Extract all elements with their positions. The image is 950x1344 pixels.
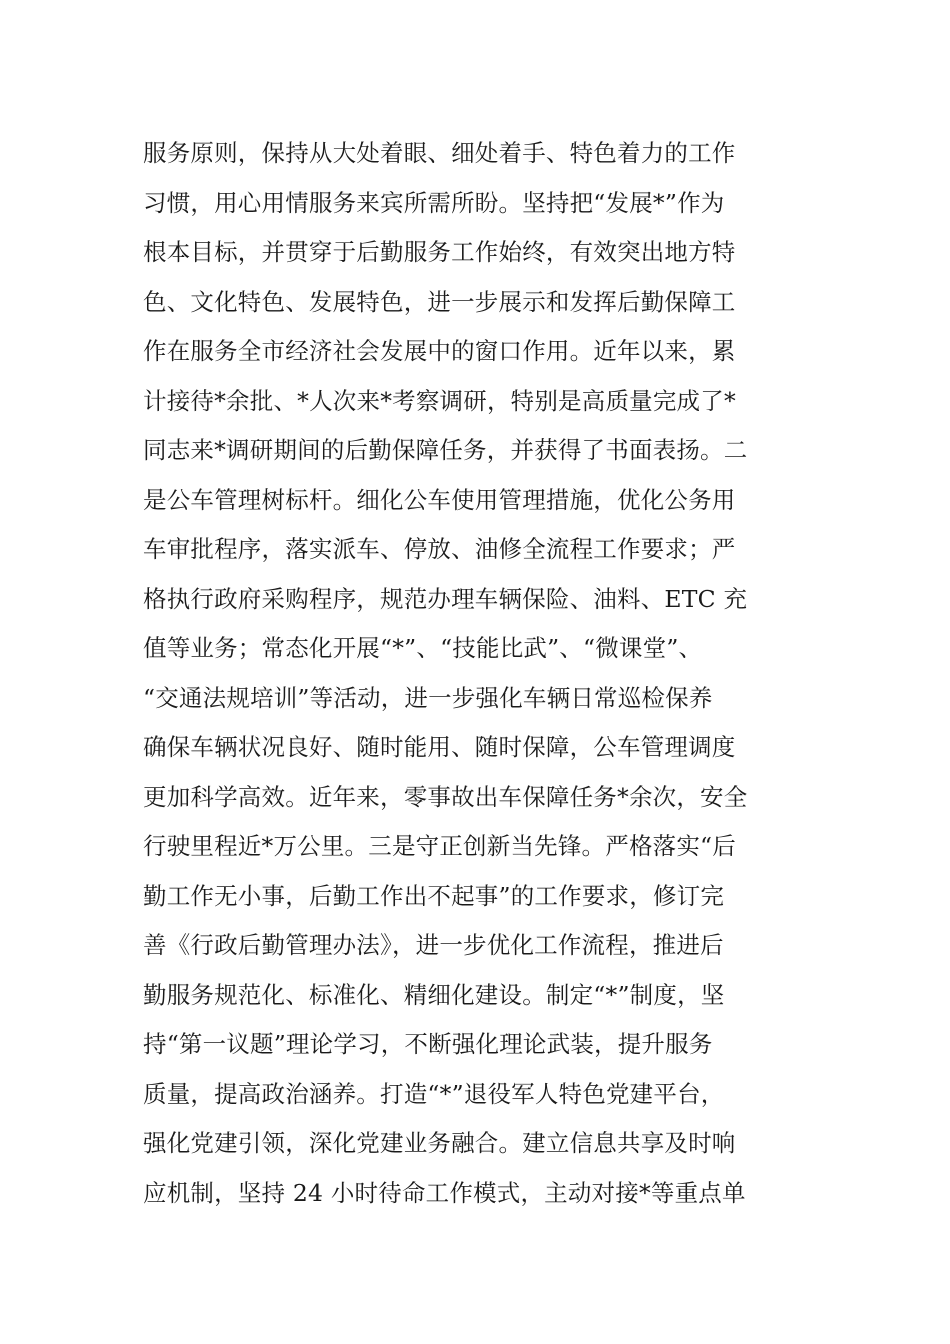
text-line: 善《行政后勤管理办法》，进一步优化工作流程，推进后 [143, 931, 724, 959]
text-line: 确保车辆状况良好、随时能用、随时保障，公车管理调度 [143, 733, 736, 761]
text-line: 持“第一议题”理论学习，不断强化理论武装，提升服务 [143, 1030, 713, 1058]
text-line: 服务原则，保持从大处着眼、细处着手、特色着力的工作 [143, 139, 736, 167]
text-line: 值等业务；常态化开展“*”、“技能比武”、“微课堂”、 [143, 634, 703, 662]
text-line: 强化党建引领，深化党建业务融合。建立信息共享及时响 [143, 1129, 736, 1157]
text-line: 行驶里程近*万公里。三是守正创新当先锋。严格落实“后 [143, 832, 736, 860]
text-line: 车审批程序，落实派车、停放、油修全流程工作要求；严 [143, 535, 736, 563]
text-line: 勤服务规范化、标准化、精细化建设。制定“*”制度，坚 [143, 980, 725, 1009]
text-line: 质量，提高政治涵养。打造“*”退役军人特色党建平台， [143, 1079, 725, 1108]
text-line: 应机制，坚持 24 小时待命工作模式，主动对接*等重点单 [143, 1178, 746, 1207]
text-line: “交通法规培训”等活动，进一步强化车辆日常巡检保养 [143, 683, 713, 712]
text-line: 作在服务全市经济社会发展中的窗口作用。近年以来，累 [143, 337, 736, 365]
text-line: 更加科学高效。近年来，零事故出车保障任务*余次，安全 [143, 782, 748, 811]
text-line: 勤工作无小事，后勤工作出不起事”的工作要求，修订完 [143, 881, 725, 910]
text-line: 习惯，用心用情服务来宾所需所盼。坚持把“发展*”作为 [143, 188, 725, 217]
body-paragraph [143, 129, 843, 1218]
text-line: 根本目标，并贯穿于后勤服务工作始终，有效突出地方特 [143, 238, 736, 266]
text-line: 同志来*调研期间的后勤保障任务，并获得了书面表扬。二 [143, 436, 748, 464]
text-line: 色、文化特色、发展特色，进一步展示和发挥后勤保障工 [143, 287, 736, 316]
text-line: 是公车管理树标杆。细化公车使用管理措施，优化公务用 [143, 485, 736, 514]
text-line: 格执行政府采购程序，规范办理车辆保险、油料、ETC 充 [143, 584, 748, 613]
text-line: 计接待*余批、*人次来*考察调研，特别是高质量完成了* [143, 386, 736, 415]
